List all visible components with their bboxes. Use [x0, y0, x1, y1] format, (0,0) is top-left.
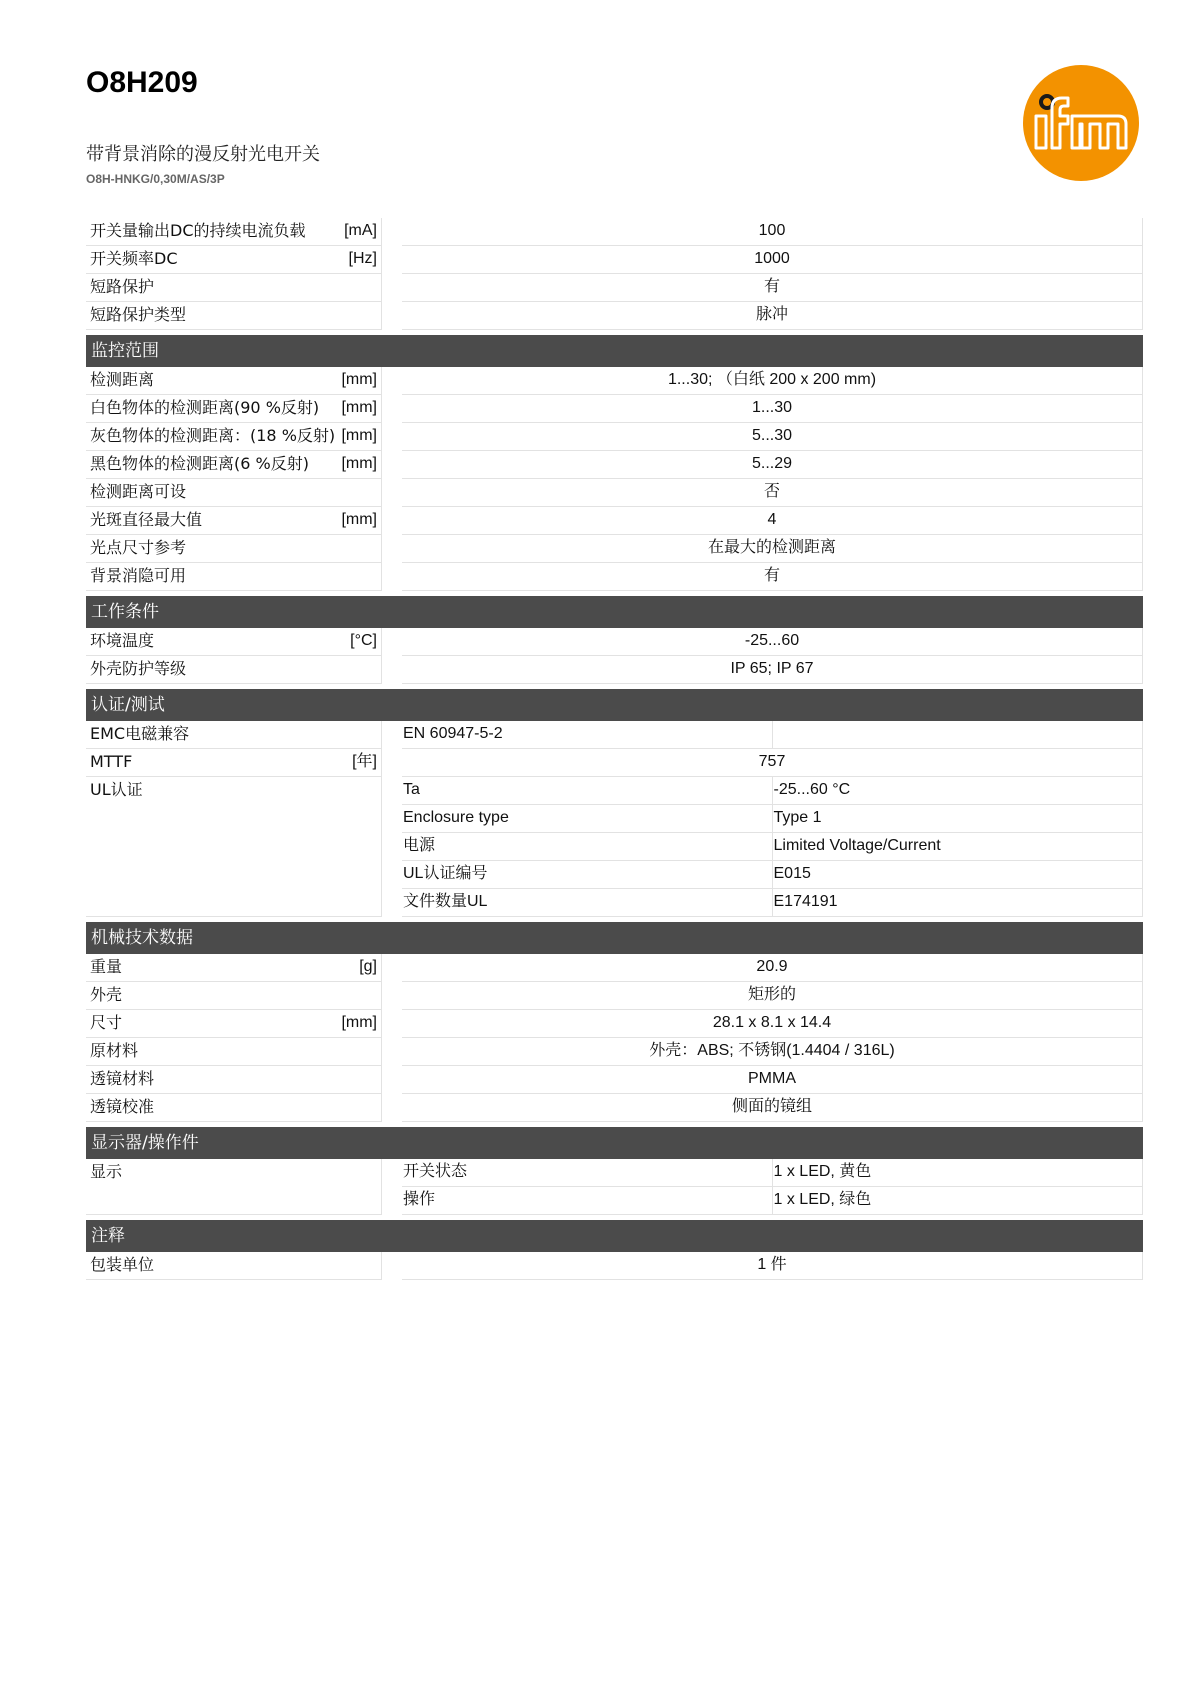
spec-row — [86, 982, 1143, 1010]
spec-row — [86, 535, 1143, 563]
spec-table — [86, 218, 1143, 1280]
row-label-cell — [86, 1038, 382, 1066]
section-heading-operating: 工作条件 — [86, 596, 1143, 628]
mttf-row — [86, 749, 1143, 777]
notes-rows — [86, 1252, 1143, 1280]
emc-row — [86, 721, 1143, 749]
row-label-cell — [86, 563, 382, 591]
pair-cells — [402, 777, 1143, 805]
row-unit: [Hz] — [348, 250, 377, 267]
row-label-cell — [86, 302, 382, 330]
pair-value: -25...60 °C — [773, 777, 1144, 805]
row-label: 灰色物体的检测距离：(18 %反射) — [90, 426, 336, 445]
spec-row — [86, 218, 1143, 246]
row-value: 1000 — [402, 246, 1143, 274]
row-label: 开关频率DC — [90, 249, 178, 268]
row-unit: [mm] — [341, 427, 377, 444]
row-label-cell — [86, 507, 382, 535]
sub-row — [86, 1159, 1143, 1187]
row-unit: [mm] — [341, 1014, 377, 1031]
row-label-cell — [86, 1252, 382, 1280]
section-heading-mechanical: 机械技术数据 — [86, 922, 1143, 954]
row-value: 否 — [402, 479, 1143, 507]
spec-row — [86, 1252, 1143, 1280]
pair-value: Type 1 — [773, 805, 1144, 833]
row-value: 757 — [402, 749, 1143, 777]
row-label-cell — [86, 451, 382, 479]
row-value: 28.1 x 8.1 x 14.4 — [402, 1010, 1143, 1038]
row-label: MTTF — [90, 752, 133, 771]
row-label: 环境温度 — [90, 631, 155, 650]
pair-key: 开关状态 — [402, 1159, 773, 1187]
pair-key: UL认证编号 — [402, 861, 773, 889]
section-heading-display: 显示器/操作件 — [86, 1127, 1143, 1159]
row-label-cell — [86, 861, 382, 889]
operating-rows — [86, 628, 1143, 684]
row-label: UL认证 — [90, 780, 143, 799]
spec-row — [86, 1038, 1143, 1066]
section-heading-approvals: 认证/测试 — [86, 689, 1143, 721]
spec-row — [86, 563, 1143, 591]
spec-row — [86, 507, 1143, 535]
row-value-2 — [773, 721, 1144, 749]
row-value: 1...30; （白纸 200 x 200 mm) — [402, 367, 1143, 395]
spec-row — [86, 246, 1143, 274]
spec-row — [86, 1066, 1143, 1094]
row-label: 光斑直径最大值 — [90, 510, 203, 529]
row-value: 20.9 — [402, 954, 1143, 982]
pair-cells — [402, 1187, 1143, 1215]
row-label-cell — [86, 535, 382, 563]
row-value: -25...60 — [402, 628, 1143, 656]
row-value: 5...30 — [402, 423, 1143, 451]
pair-value: E015 — [773, 861, 1144, 889]
pair-key: 操作 — [402, 1187, 773, 1215]
row-label-cell — [86, 833, 382, 861]
pair-key: 电源 — [402, 833, 773, 861]
row-label: 重量 — [90, 957, 123, 976]
row-value: 在最大的检测距离 — [402, 535, 1143, 563]
pair-key: Enclosure type — [402, 805, 773, 833]
row-unit: [mm] — [341, 455, 377, 472]
row-label-cell — [86, 274, 382, 302]
spec-row — [86, 1010, 1143, 1038]
row-label: 外壳防护等级 — [90, 659, 187, 678]
pair-cells — [402, 805, 1143, 833]
sub-row — [86, 1187, 1143, 1215]
row-label: 透镜校准 — [90, 1097, 155, 1116]
spec-row — [86, 954, 1143, 982]
row-label-cell — [86, 1187, 382, 1215]
row-label-cell — [86, 1010, 382, 1038]
spec-row — [86, 395, 1143, 423]
spec-row — [86, 628, 1143, 656]
row-label-cell — [86, 982, 382, 1010]
row-label-cell — [86, 423, 382, 451]
pair-cells — [402, 833, 1143, 861]
row-value: 外壳：ABS; 不锈钢(1.4404 / 316L) — [402, 1038, 1143, 1066]
pair-cells — [402, 889, 1143, 917]
row-label: 尺寸 — [90, 1013, 123, 1032]
row-label: 白色物体的检测距离(90 %反射) — [90, 398, 320, 417]
spec-row — [86, 656, 1143, 684]
row-unit: [mm] — [341, 511, 377, 528]
product-description: 带背景消除的漫反射光电开关 — [86, 144, 320, 165]
row-label-cell — [86, 805, 382, 833]
row-value: EN 60947-5-2 — [402, 721, 773, 749]
row-label: 检测距离 — [90, 370, 155, 389]
row-value: 脉冲 — [402, 302, 1143, 330]
display-rows — [86, 1159, 1143, 1215]
row-value: 1...30 — [402, 395, 1143, 423]
mechanical-rows — [86, 954, 1143, 1122]
row-label: 短路保护 — [90, 277, 155, 296]
row-label-cell — [86, 367, 382, 395]
row-label: 背景消隐可用 — [90, 566, 187, 585]
row-label: 包装单位 — [90, 1255, 155, 1274]
pair-cells — [402, 1159, 1143, 1187]
row-value: 1 件 — [402, 1252, 1143, 1280]
monitoring-rows — [86, 367, 1143, 591]
row-label-cell — [86, 628, 382, 656]
spec-row — [86, 423, 1143, 451]
row-unit: [°C] — [350, 632, 377, 649]
row-value: 有 — [402, 563, 1143, 591]
row-value: 5...29 — [402, 451, 1143, 479]
row-label: 透镜材料 — [90, 1069, 155, 1088]
row-label-cell — [86, 1094, 382, 1122]
row-label: 原材料 — [90, 1041, 139, 1060]
spec-row — [86, 274, 1143, 302]
pair-value: 1 x LED, 绿色 — [773, 1187, 1144, 1215]
spec-row — [86, 367, 1143, 395]
row-unit: [mm] — [341, 371, 377, 388]
row-label: 光点尺寸参考 — [90, 538, 187, 557]
row-unit: [mm] — [341, 399, 377, 416]
row-label: 开关量输出DC的持续电流负载 — [90, 221, 306, 240]
row-label: EMC电磁兼容 — [90, 724, 190, 743]
row-label-cell — [86, 246, 382, 274]
sub-row — [86, 833, 1143, 861]
row-label: 短路保护类型 — [90, 305, 187, 324]
row-label-cell — [86, 395, 382, 423]
row-value: IP 65; IP 67 — [402, 656, 1143, 684]
pair-key: Ta — [402, 777, 773, 805]
sub-row — [86, 861, 1143, 889]
row-label-cell — [86, 1159, 382, 1187]
ifm-logo — [1022, 64, 1140, 182]
pair-value: E174191 — [773, 889, 1144, 917]
section-heading-monitoring: 监控范围 — [86, 335, 1143, 367]
spec-row — [86, 1094, 1143, 1122]
row-label-cell — [86, 1066, 382, 1094]
spec-row — [86, 479, 1143, 507]
sub-row — [86, 805, 1143, 833]
pair-value: Limited Voltage/Current — [773, 833, 1144, 861]
row-unit: [mA] — [344, 222, 377, 239]
row-value: 矩形的 — [402, 982, 1143, 1010]
spec-row — [86, 451, 1143, 479]
row-label: 黑色物体的检测距离(6 %反射) — [90, 454, 309, 473]
row-label-cell — [86, 954, 382, 982]
row-label: 检测距离可设 — [90, 482, 187, 501]
row-value: 有 — [402, 274, 1143, 302]
row-label: 外壳 — [90, 985, 123, 1004]
electrical-rows — [86, 218, 1143, 330]
row-value: PMMA — [402, 1066, 1143, 1094]
section-heading-notes: 注释 — [86, 1220, 1143, 1252]
sub-row — [86, 889, 1143, 917]
row-unit: [g] — [359, 958, 377, 975]
row-label: 显示 — [90, 1162, 123, 1181]
page-title: O8H209 — [86, 66, 198, 99]
row-label-cell — [86, 479, 382, 507]
row-label-cell — [86, 218, 382, 246]
row-unit: [年] — [352, 753, 377, 770]
row-value: 4 — [402, 507, 1143, 535]
ul-rows — [86, 777, 1143, 917]
row-label-cell — [86, 889, 382, 917]
spec-row — [86, 302, 1143, 330]
pair-key: 文件数量UL — [402, 889, 773, 917]
row-label-cell — [86, 656, 382, 684]
product-code: O8H-HNKG/0,30M/AS/3P — [86, 172, 225, 186]
row-value: 100 — [402, 218, 1143, 246]
sub-row — [86, 777, 1143, 805]
pair-cells — [402, 861, 1143, 889]
row-label-cell — [86, 777, 382, 805]
row-value: 侧面的镜组 — [402, 1094, 1143, 1122]
pair-value: 1 x LED, 黄色 — [773, 1159, 1144, 1187]
